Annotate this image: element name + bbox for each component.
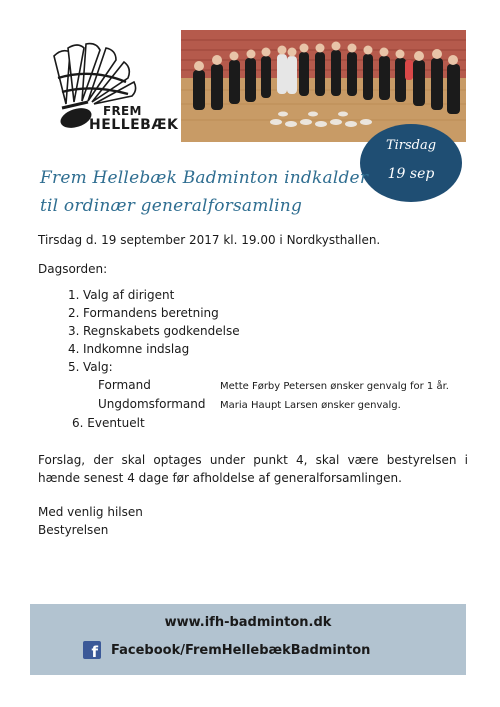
election-role: Ungdomsformand xyxy=(98,397,206,411)
agenda-item-number: 5. xyxy=(68,360,80,374)
facebook-link-text: Facebook/FremHellebækBadminton xyxy=(111,642,371,658)
agenda-item-text: Regnskabets godkendelse xyxy=(83,324,240,338)
agenda-item xyxy=(68,322,240,340)
agenda-item-number: 3. xyxy=(68,324,80,338)
election-row xyxy=(98,397,401,415)
meeting-date-line: Tirsdag d. 19 september 2017 kl. 19.00 i Nordkysthallen. xyxy=(38,233,381,247)
greeting xyxy=(38,503,143,539)
agenda-item-6: 6. Eventuelt xyxy=(72,416,145,430)
badge-date: 19 sep xyxy=(387,166,435,182)
footer-bar xyxy=(30,604,466,675)
website-link[interactable]: www.ifh-badminton.dk xyxy=(164,615,332,630)
agenda-item xyxy=(68,340,240,358)
badge-day: Tirsdag xyxy=(385,138,437,153)
agenda-list xyxy=(68,286,240,376)
agenda-item-text: Valg af dirigent xyxy=(83,288,175,302)
agenda-item-number: 2. xyxy=(68,306,80,320)
election-row xyxy=(98,378,449,396)
facebook-icon xyxy=(83,641,101,659)
agenda-item-text: Formandens beretning xyxy=(83,306,219,320)
agenda-item xyxy=(68,286,240,304)
headline xyxy=(40,164,368,220)
facebook-link[interactable] xyxy=(83,640,370,660)
election-role: Formand xyxy=(98,378,151,392)
agenda-item xyxy=(68,358,240,376)
facebook-icon-glyph: f xyxy=(91,643,98,661)
greeting-line-1: Med venlig hilsen xyxy=(38,505,143,519)
logo-wordmark xyxy=(89,104,178,132)
election-note: Mette Førby Petersen ønsker genvalg for 1 år. xyxy=(220,381,449,392)
agenda-item-number: 4. xyxy=(68,342,80,356)
proposal-paragraph: Forslag, der skal optages under punkt 4, skal være bestyrelsen i hænde senest 4 dage før afholdelse af generalforsamlingen. xyxy=(38,453,468,485)
greeting-line-2: Bestyrelsen xyxy=(38,523,109,537)
headline-line-2: til ordinær generalforsamling xyxy=(40,196,303,216)
election-note: Maria Haupt Larsen ønsker genvalg. xyxy=(220,400,401,411)
date-badge xyxy=(360,124,462,202)
agenda-item-text: Indkomne indslag xyxy=(83,342,190,356)
agenda-item-text: Valg: xyxy=(83,360,113,374)
logo-line-2: HELLEBÆK xyxy=(89,117,179,133)
logo-line-1: FREM xyxy=(103,104,142,118)
agenda-item-number: 1. xyxy=(68,288,80,302)
agenda-item xyxy=(68,304,240,322)
headline-line-1: Frem Hellebæk Badminton indkalder xyxy=(40,168,369,188)
agenda-label: Dagsorden: xyxy=(38,262,108,276)
